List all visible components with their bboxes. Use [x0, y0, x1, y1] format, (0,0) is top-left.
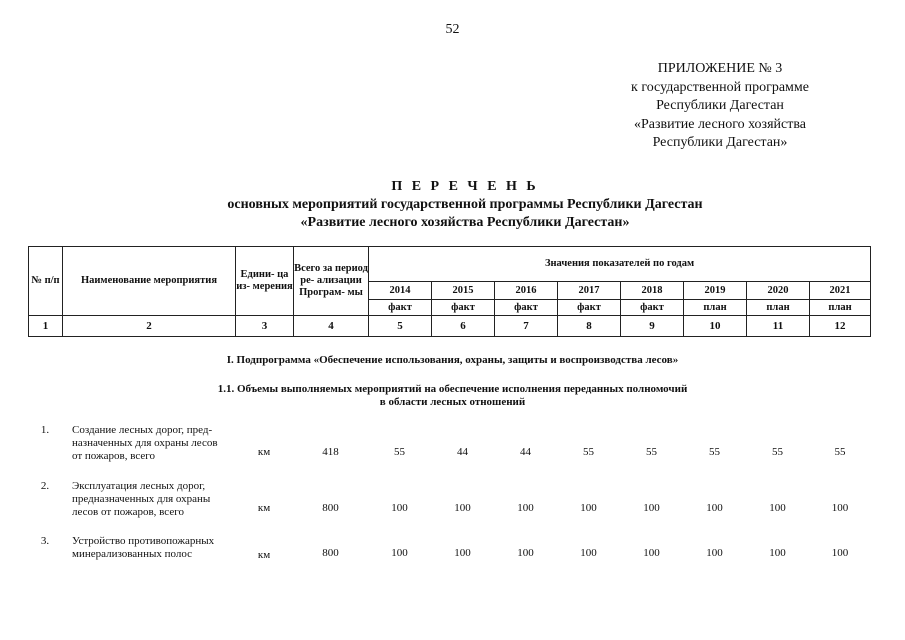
row-value: 100: [517, 547, 534, 559]
row-value: 100: [769, 502, 786, 514]
row-value: 100: [580, 547, 597, 559]
appendix-line: «Развитие лесного хозяйства: [633, 116, 806, 132]
title-line: основных мероприятий государственной программы Республики Дагестан: [227, 197, 703, 212]
row-value: 55: [709, 446, 720, 458]
appendix-line: ПРИЛОЖЕНИЕ № 3: [657, 61, 783, 76]
row-value: 55: [772, 446, 783, 458]
header-values: Значения показателей по годам: [369, 247, 871, 282]
row-value: 55: [583, 446, 594, 458]
header-year: 2016: [495, 282, 558, 300]
header-year-type: факт: [495, 300, 558, 316]
row-name-line: от пожаров, всего: [72, 450, 155, 462]
row-name-line: предназначенных для охраны: [72, 493, 211, 505]
column-number: 6: [432, 316, 495, 337]
row-value: 55: [394, 446, 405, 458]
subsection-line: в области лесных отношений: [379, 396, 526, 408]
header-year-type: факт: [432, 300, 495, 316]
row-unit: км: [257, 502, 271, 514]
section-heading: I. Подпрограмма «Обеспечение использования, охраны, защиты и воспроизводства лесов»: [226, 354, 679, 366]
header-num: № п/п: [29, 247, 63, 316]
appendix-block: [560, 60, 880, 153]
row-index: 1.: [40, 424, 50, 436]
header-year: 2019: [684, 282, 747, 300]
header-year-type: план: [810, 300, 871, 316]
row-value: 100: [769, 547, 786, 559]
header-year-type: план: [684, 300, 747, 316]
column-number: 11: [747, 316, 810, 337]
row-index: 2.: [40, 480, 50, 492]
header-year: 2020: [747, 282, 810, 300]
row-value: 100: [643, 547, 660, 559]
column-number: 9: [621, 316, 684, 337]
row-value: 100: [706, 547, 723, 559]
row-total: 418: [322, 446, 339, 458]
header-year: 2017: [558, 282, 621, 300]
header-year-type: факт: [369, 300, 432, 316]
column-number: 3: [236, 316, 294, 337]
row-value: 100: [454, 547, 471, 559]
row-name: [72, 480, 232, 519]
row-name-line: Создание лесных дорог, пред-: [72, 424, 213, 436]
row-name-line: Устройство противопожарных: [72, 535, 215, 547]
row-value: 100: [706, 502, 723, 514]
header-total: Всего за период ре- ализации Програм- мы: [294, 247, 369, 316]
row-name: [72, 535, 232, 561]
subsection-heading: [0, 383, 905, 409]
header-year: 2021: [810, 282, 871, 300]
row-name: [72, 424, 232, 463]
row-unit: км: [257, 549, 271, 561]
header-year: 2015: [432, 282, 495, 300]
table-header: [28, 246, 871, 337]
header-unit: Едини- ца из- мерения: [236, 247, 294, 316]
row-value: 100: [831, 547, 849, 559]
row-value: 100: [831, 502, 849, 514]
column-number: 10: [684, 316, 747, 337]
column-number: 5: [369, 316, 432, 337]
header-year: 2014: [369, 282, 432, 300]
row-value: 100: [391, 502, 408, 514]
row-unit: км: [257, 446, 271, 458]
appendix-line: Республики Дагестан»: [652, 135, 788, 150]
row-name-line: лесов от пожаров, всего: [72, 506, 184, 518]
header-year: 2018: [621, 282, 684, 300]
row-value: 44: [457, 446, 468, 458]
document-title: [0, 178, 905, 232]
row-value: 55: [646, 446, 657, 458]
row-name-line: минерализованных полос: [72, 548, 192, 560]
column-number: 8: [558, 316, 621, 337]
title-line: П Е Р Е Ч Е Н Ь: [391, 179, 539, 194]
row-value: 100: [391, 547, 408, 559]
column-number: 1: [29, 316, 63, 337]
row-value: 100: [517, 502, 534, 514]
appendix-line: Республики Дагестан: [656, 98, 784, 113]
row-total: 800: [322, 502, 339, 514]
subsection-line: 1.1. Объемы выполняемых мероприятий на обеспечение исполнения переданных полномочий: [217, 383, 688, 395]
header-year-type: факт: [558, 300, 621, 316]
row-value: 44: [520, 446, 531, 458]
column-number: 2: [63, 316, 236, 337]
appendix-line: к государственной программе: [631, 79, 809, 95]
column-number: 12: [810, 316, 871, 337]
header-year-type: план: [747, 300, 810, 316]
row-value: 100: [580, 502, 597, 514]
column-number: 7: [495, 316, 558, 337]
column-number: 4: [294, 316, 369, 337]
row-value: 55: [834, 446, 846, 458]
row-name-line: назначенных для охраны лесов: [72, 437, 218, 449]
row-value: 100: [643, 502, 660, 514]
header-year-type: факт: [621, 300, 684, 316]
header-name: Наименование мероприятия: [63, 247, 236, 316]
page-number: 52: [445, 22, 460, 37]
row-value: 100: [454, 502, 471, 514]
row-index: 3.: [40, 535, 50, 547]
row-name-line: Эксплуатация лесных дорог,: [72, 480, 206, 492]
row-total: 800: [322, 547, 339, 559]
title-line: «Развитие лесного хозяйства Республики Дагестан»: [300, 215, 630, 230]
